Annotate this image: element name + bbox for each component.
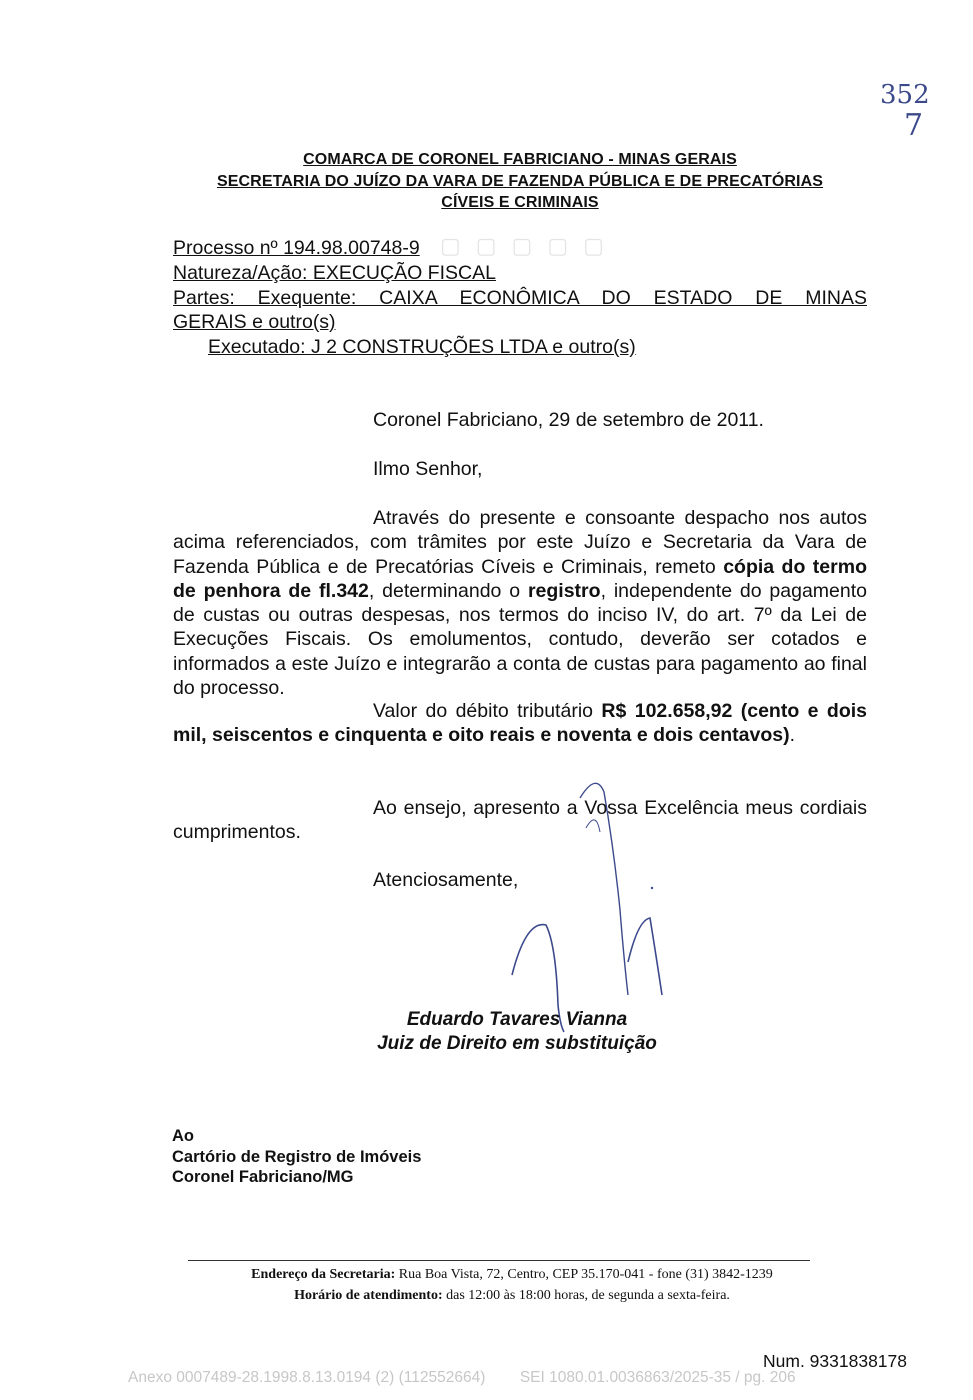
- process-executado: Executado: J 2 CONSTRUÇÕES LTDA e outro(s): [208, 336, 636, 358]
- place-date: Coronel Fabriciano, 29 de setembro de 2011.: [373, 409, 764, 431]
- header-comarca: COMARCA DE CORONEL FABRICIANO - MINAS GERAIS: [303, 151, 737, 168]
- body2-valor: R$ 102.658,92 (cento e dois mil, seiscentos e cinquenta e oito reais e noventa e dois centavos): [173, 700, 867, 747]
- body1-text-a: Através do presente e consoante despacho nos autos acima referenciados, com trâmites por este Juízo e Secretaria da Vara de Fazenda Pública e de Precatórias Cíveis e Criminais, remeto: [173, 507, 867, 578]
- recipient-cartorio: Cartório de Registro de Imóveis: [172, 1148, 422, 1166]
- body1-penhora: cópia do termo de penhora de fl.342: [173, 555, 867, 602]
- closing-regards: Atenciosamente,: [373, 869, 519, 891]
- recipient-ao: Ao: [172, 1127, 194, 1145]
- footer-hours-label: Horário de atendimento:: [294, 1288, 443, 1303]
- salutation: Ilmo Senhor,: [373, 458, 483, 480]
- recipient-city: Coronel Fabriciano/MG: [172, 1168, 354, 1186]
- signature-scribble: [500, 770, 700, 1040]
- process-parties-cont: GERAIS e outro(s): [173, 311, 336, 333]
- closing-text: Ao ensejo, apresento a Vossa Excelência meus cordiais cumprimentos.: [173, 797, 867, 844]
- process-number: Processo nº 194.98.00748-9: [173, 237, 420, 259]
- body1-text-e: , independente do pagamento de custas ou outras despesas, nos termos do inciso IV, do art. 7º da Lei de Execuções Fiscais. Os emolumentos, contudo, deverão ser cotados e informados a este Juízo e integrarão a conta de custas para pagamento ao final do processo.: [173, 579, 868, 700]
- signer-title: Juiz de Direito em substituição: [377, 1033, 657, 1054]
- body-paragraph-2: [173, 699, 867, 748]
- document-num: Num. 9331838178: [763, 1351, 907, 1371]
- body1-registro: registro: [527, 579, 601, 602]
- page-number-handwritten: 352: [880, 80, 930, 110]
- faint-stamp-ghost: ▢ ▢ ▢ ▢ ▢: [440, 234, 608, 259]
- footer-hours: [0, 1288, 973, 1304]
- process-nature: Natureza/Ação: EXECUÇÃO FISCAL: [173, 262, 496, 284]
- signer-name: Eduardo Tavares Vianna: [406, 1009, 628, 1030]
- footer-hours-text: das 12:00 às 18:00 horas, de segunda a sexta-feira.: [442, 1288, 730, 1303]
- body2-text-a: Valor do débito tributário: [373, 700, 602, 722]
- body-paragraph-1: [173, 506, 867, 700]
- footer-rule: [188, 1260, 810, 1261]
- footer-address-text: Rua Boa Vista, 72, Centro, CEP 35.170-041 - fone (31) 3842-1239: [395, 1267, 773, 1282]
- process-parties: Partes: Exequente: CAIXA ECONÔMICA DO ESTADO DE MINAS: [173, 287, 867, 309]
- footer-address-label: Endereço da Secretaria:: [251, 1267, 396, 1282]
- footer-address: [0, 1267, 973, 1283]
- header-civeis: CÍVEIS E CRIMINAIS: [441, 194, 599, 211]
- body1-text-c: , determinando o: [368, 579, 528, 602]
- page-subnumber-handwritten: 7: [904, 108, 924, 143]
- annex-stamp: Anexo 0007489-28.1998.8.13.0194 (2) (112552664) SEI 1080.01.0036863/2025-35 / pg. 206: [128, 1369, 796, 1386]
- body2-text-c: .: [789, 724, 796, 747]
- header-secretaria: SECRETARIA DO JUÍZO DA VARA DE FAZENDA PÚBLICA E DE PRECATÓRIAS: [216, 173, 824, 190]
